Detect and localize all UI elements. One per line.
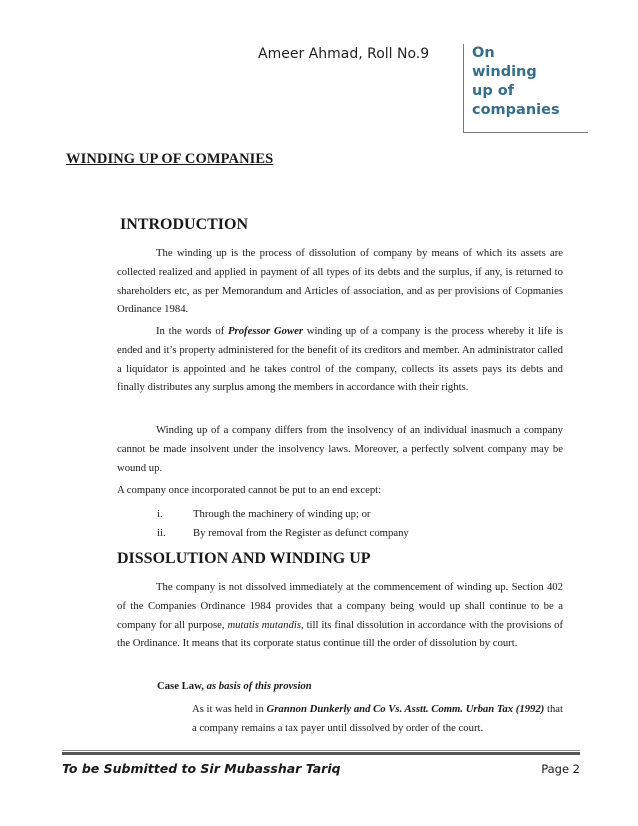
- paragraph-text: that a company remains a tax payer until dissolved by order of the court.: [192, 703, 563, 734]
- footer-divider: [62, 752, 580, 755]
- case-law-label: Case Law,: [157, 680, 204, 692]
- section-heading-dissolution: DISSOLUTION AND WINDING UP: [117, 550, 371, 567]
- case-law-heading: [157, 680, 312, 692]
- header-topic-line: companies: [472, 102, 560, 118]
- header-topic: [472, 44, 582, 120]
- list-item: [157, 505, 409, 524]
- header-author: Ameer Ahmad, Roll No.9: [258, 46, 430, 62]
- paragraph-text: , till its final dissolution in accordance with the provisions of the Ordinance. It means that its corporate status continue till the order of dissolution by court.: [117, 618, 564, 650]
- paragraph: A company once incorporated cannot be put to an end except:: [117, 484, 382, 496]
- header-divider-horizontal: [463, 132, 588, 133]
- paragraph-text: winding up of a company is the process whereby it life is ended and it’s property administered for the benefit of its creditors and member. An administrator called a liquidator is appointed and he takes control of the company, collects its assets pays its debts and finally distributes any surplus among the members in accordance with their rights.: [117, 325, 563, 394]
- professor-gower-emphasis: Professor Gower: [228, 325, 304, 337]
- list-marker: ii.: [157, 526, 166, 539]
- footer-divider-thin: [62, 750, 580, 751]
- case-law-paragraph: [192, 700, 563, 738]
- list-marker: i.: [157, 508, 163, 520]
- document-title: WINDING UP OF COMPANIES: [66, 151, 274, 167]
- paragraph: [117, 322, 563, 397]
- case-name: Grannon Dunkerly and Co Vs. Asstt. Comm. Urban Tax (1992): [266, 703, 545, 715]
- page-number: Page 2: [541, 762, 580, 776]
- paragraph-text: As it was held in: [192, 703, 267, 715]
- list-item-text: By removal from the Register as defunct company: [193, 526, 409, 539]
- case-law-note: as basis of this provsion: [203, 680, 312, 692]
- paragraph-text: The company is not dissolved immediately at the commencement of winding up. Section 402 of the Companies Ordinance 1984 provides that a company being would up shall continue to be a company for all purpose,: [117, 581, 563, 631]
- list-item-text: Through the machinery of winding up; or: [193, 508, 371, 520]
- header-divider-vertical: [463, 44, 464, 132]
- paragraph: [117, 578, 563, 653]
- footer-submission: To be Submitted to Sir Mubasshar Tariq: [62, 761, 341, 776]
- mutatis-mutandis-emphasis: mutatis mutandis: [227, 618, 302, 631]
- header-topic-line: winding: [472, 64, 537, 80]
- list-item: [157, 524, 409, 543]
- header-topic-line: up of: [472, 83, 515, 99]
- header-topic-line: On: [472, 45, 495, 61]
- paragraph-text: In the words of: [156, 325, 229, 337]
- methods-list: [157, 505, 409, 543]
- section-heading-introduction: INTRODUCTION: [120, 216, 249, 233]
- paragraph: The winding up is the process of dissolution of company by means of which its assets are collected realized and applied in payment of all types of its debts and the surplus, if any, is returned to shareholders etc, as per Memorandum and Articles of association, and as per provisions of Copmanies Ordinance 1984.: [117, 247, 563, 316]
- paragraph: Winding up of a company differs from the insolvency of an individual inasmuch a company cannot be made insolvent under the insolvency laws. Moreover, a perfectly solvent company may be wound up.: [117, 424, 563, 474]
